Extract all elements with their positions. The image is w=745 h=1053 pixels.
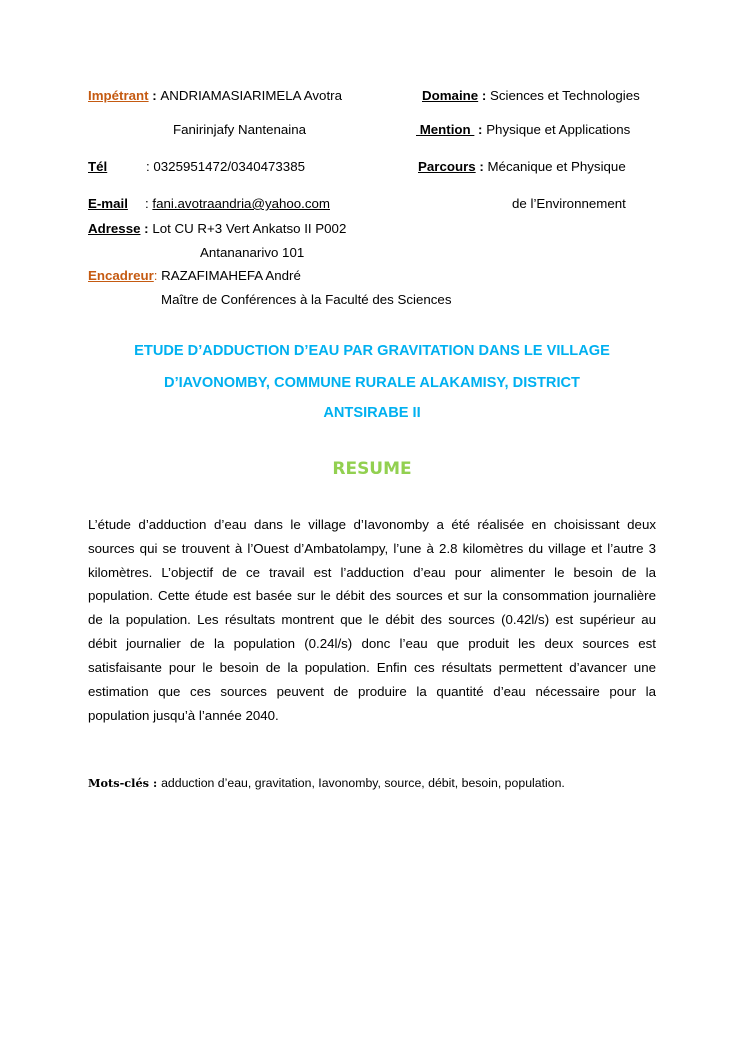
adresse-separator: : — [140, 221, 153, 236]
tel-value: : 0325951472/0340473385 — [146, 159, 305, 174]
adresse-value: Lot CU R+3 Vert Ankatso II P002 — [152, 221, 347, 236]
encadreur-name: RAZAFIMAHEFA André — [161, 268, 301, 283]
keywords-value: adduction d’eau, gravitation, Iavonomby, source, débit, besoin, population. — [161, 776, 565, 790]
encadreur-separator: : — [153, 268, 162, 283]
abstract-line: population. Cette étude est basée sur le débit des sources et sur la consommation journalière — [88, 588, 656, 603]
abstract-line: L’étude d’adduction d’eau dans le village d’Iavonomby a été réalisée en choisissant deux — [88, 517, 656, 532]
parcours-label: Parcours — [418, 159, 476, 174]
domaine-line — [422, 88, 640, 104]
thesis-title-line-3: ANTSIRABE II — [323, 405, 421, 421]
keywords-line — [88, 775, 565, 791]
adresse-label: Adresse — [88, 221, 141, 236]
abstract-line: sources qui se trouvent à l’Ouest d’Ambatolampy, l’une à 2.8 kilomètres du village et l’autre 3 — [88, 541, 656, 556]
resume-heading: RESUME — [332, 459, 412, 479]
email-line — [145, 196, 330, 212]
encadreur-line — [88, 268, 301, 284]
tel-label-wrap — [88, 159, 107, 175]
keywords-label: Mots-clés : — [88, 776, 162, 790]
encadreur-label: Encadreur — [88, 268, 154, 283]
domaine-separator: : — [478, 88, 490, 103]
abstract-line: estimation que ces sources peuvent de produire la quantité d’eau nécessaire pour la — [88, 684, 656, 699]
parcours-separator: : — [475, 159, 488, 174]
parcours-value-line-2: de l’Environnement — [512, 196, 626, 211]
abstract-line: de la population. Les résultats montrent que le débit des sources (0.42l/s) est supérieur au — [88, 612, 656, 627]
abstract-line: satisfaisante pour le besoin de la population. Enfin ces résultats permettent d’avancer une — [88, 660, 656, 675]
abstract-line: kilomètres. L’objectif de ce travail est l’adduction d’eau pour alimenter le besoin de la — [88, 565, 656, 580]
mention-value: Physique et Applications — [486, 122, 631, 137]
email-label-wrap — [88, 196, 128, 212]
adresse-value-line-2: Antananarivo 101 — [200, 245, 305, 260]
tel-label: Tél — [88, 159, 108, 174]
mention-separator: : — [474, 122, 487, 137]
abstract-line: population jusqu’à l’année 2040. — [88, 708, 279, 723]
mention-line — [416, 122, 630, 138]
abstract-line: débit journalier de la population (0.24l/s) donc l’eau que produit les deux sources est — [88, 636, 656, 651]
email-separator: : — [145, 196, 153, 211]
encadreur-title: Maître de Conférences à la Faculté des Sciences — [161, 292, 452, 307]
impetrant-line — [88, 88, 342, 104]
impetrant-name: ANDRIAMASIARIMELA Avotra — [160, 88, 342, 103]
domaine-value: Sciences et Technologies — [489, 88, 640, 103]
email-label: E-mail — [88, 196, 128, 211]
impetrant-name-line-2: Fanirinjafy Nantenaina — [173, 122, 307, 137]
email-link[interactable]: fani.avotraandria@yahoo.com — [152, 196, 330, 211]
thesis-title-line-1: ETUDE D’ADDUCTION D’EAU PAR GRAVITATION DANS LE VILLAGE — [134, 343, 610, 359]
mention-label: Mention — [416, 122, 475, 137]
adresse-line — [88, 221, 346, 237]
impetrant-separator: : — [148, 88, 161, 103]
thesis-title-line-2: D’IAVONOMBY, COMMUNE RURALE ALAKAMISY, DISTRICT — [164, 375, 580, 391]
domaine-label: Domaine — [422, 88, 479, 103]
parcours-line — [418, 159, 626, 175]
parcours-value: Mécanique et Physique — [487, 159, 626, 174]
impetrant-label: Impétrant — [88, 88, 149, 103]
